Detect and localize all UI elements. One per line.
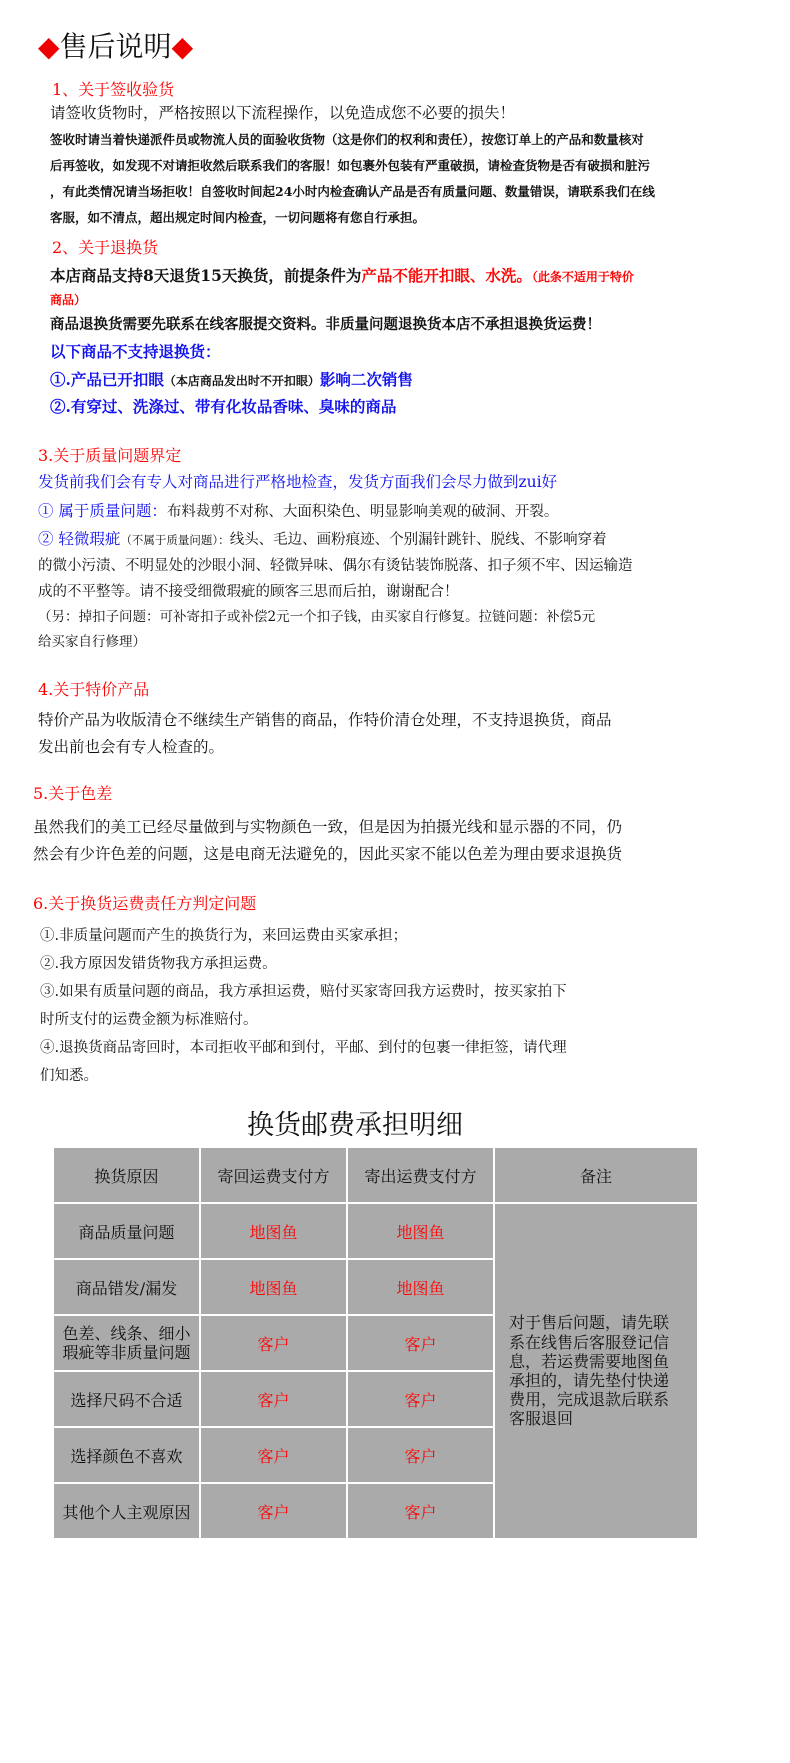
return-payer-cell: 客户 (200, 1371, 347, 1427)
header-cell: 备注 (494, 1147, 698, 1203)
table-title: 换货邮费承担明细 (247, 1110, 463, 1141)
text-note: （此条不适用于特价 (531, 270, 634, 284)
header-cell: 寄回运费支付方 (200, 1147, 347, 1203)
diamond-icon: ◆ (171, 30, 194, 63)
section-2-line: 商品退换货需要先联系在线客服提交资料。非质量问题退换货本店不承担退换货运费！ (50, 316, 601, 333)
reason-cell: 商品错发/漏发 (53, 1259, 200, 1315)
section-3-item (38, 504, 558, 520)
section-2-item (50, 372, 413, 388)
section-1-line: 签收时请当着快递派件员或物流人员的面验收货物（这是你们的权利和责任），按您订单上的产品和数量核对 (50, 132, 644, 147)
text: （不属于质量问题）： (120, 533, 230, 547)
section-1-heading: 1、关于签收验货 (52, 80, 175, 99)
section-4-heading: 4.关于特价产品 (38, 680, 150, 699)
text: 本店商品支持8天退货15天换货，前提条件为 (50, 266, 362, 285)
return-payer-cell: 客户 (200, 1427, 347, 1483)
section-2-line (50, 268, 634, 284)
section-1-line: 客服，如不清点，超出规定时间内检查，一切问题将有您自行承担。 (50, 210, 426, 225)
section-3-lead: 发货前我们会有专人对商品进行严格地检查，发货方面我们会尽力做到zui好 (38, 473, 558, 491)
diamond-icon: ◆ (38, 30, 60, 63)
table-row (53, 1203, 698, 1259)
section-5-line: 然会有少许色差的问题，这是电商无法避免的，因此买家不能以色差为理由要求退换货 (33, 845, 623, 863)
text: 布料裁剪不对称、大面积染色、明显影响美观的破洞、开裂。 (166, 504, 559, 520)
send-payer-cell: 地图鱼 (347, 1259, 494, 1315)
section-5-heading: 5.关于色差 (33, 784, 113, 803)
section-2-heading: 2、关于退换货 (52, 238, 159, 257)
text: ① 属于质量问题： (38, 502, 167, 520)
reason-cell: 其他个人主观原因 (53, 1483, 200, 1539)
section-6-line: ④.退换货商品寄回时，本司拒收平邮和到付，平邮、到付的包裹一律拒签，请代理 (40, 1040, 567, 1056)
shipping-fee-table (52, 1146, 699, 1540)
section-3-heading: 3.关于质量问题界定 (38, 446, 182, 465)
send-payer-cell: 客户 (347, 1483, 494, 1539)
reason-cell: 选择颜色不喜欢 (53, 1427, 200, 1483)
reason-cell: 色差、线条、细小瑕疵等非质量问题 (53, 1315, 200, 1371)
section-6-line: 们知悉。 (40, 1068, 98, 1084)
return-payer-cell: 客户 (200, 1483, 347, 1539)
text: 线头、毛边、画粉痕迹、个别漏针跳针、脱线、不影响穿着 (229, 532, 607, 548)
section-1-line: 后再签收，如发现不对请拒收然后联系我们的客服！如包裹外包装有严重破损，请检查货物是否有破损和脏污 (50, 158, 651, 173)
reason-cell: 商品质量问题 (53, 1203, 200, 1259)
section-3-line: 的微小污渍、不明显处的沙眼小洞、轻微异味、偶尔有烫钻装饰脱落、扣子须不牢、因运输造 (38, 558, 633, 574)
section-3-item (38, 532, 607, 548)
section-2-line: 以下商品不支持退换货： (50, 342, 221, 361)
section-6-line: ①.非质量问题而产生的换货行为，来回运费由买家承担； (40, 928, 408, 944)
section-6-heading: 6.关于换货运费责任方判定问题 (33, 894, 257, 913)
section-6-line: ③.如果有质量问题的商品，我方承担运费，赔付买家寄回我方运费时，按买家拍下 (40, 984, 567, 1000)
send-payer-cell: 客户 (347, 1315, 494, 1371)
title-text: 售后说明 (59, 30, 172, 63)
text: ①.产品已开扣眼 (50, 370, 164, 389)
section-2-note: 商品） (50, 293, 87, 307)
note-cell: 对于售后问题，请先联系在线售后客服登记信息，若运费需要地图鱼承担的，请先垫付快递费用，完成退款后联系客服退回 (494, 1203, 698, 1539)
text: ② 轻微瑕疵 (38, 530, 121, 548)
page-title (38, 30, 194, 63)
section-2-item: ②.有穿过、洗涤过、带有化妆品香味、臭味的商品 (50, 397, 397, 416)
return-payer-cell: 地图鱼 (200, 1259, 347, 1315)
reason-cell: 选择尺码不合适 (53, 1371, 200, 1427)
section-1-lead: 请签收货物时，严格按照以下流程操作，以免造成您不必要的损失！ (50, 104, 516, 122)
return-payer-cell: 地图鱼 (200, 1203, 347, 1259)
return-payer-cell: 客户 (200, 1315, 347, 1371)
header-cell: 寄出运费支付方 (347, 1147, 494, 1203)
send-payer-cell: 客户 (347, 1371, 494, 1427)
section-4-line: 特价产品为收版清仓不继续生产销售的商品，作特价清仓处理，不支持退换货，商品 (38, 711, 612, 729)
section-3-line: 成的不平整等。请不接受细微瑕疵的顾客三思而后拍，谢谢配合！ (38, 584, 459, 600)
section-1-line: ，有此类情况请当场拒收！自签收时间起24小时内检查确认产品是否有质量问题、数量错误，请联系我们在线 (50, 184, 655, 199)
section-3-note: （另：掉扣子问题：可补寄扣子或补偿2元一个扣子钱，由买家自行修复。拉链问题：补偿5元 (38, 609, 596, 625)
text: （本店商品发出时不开扣眼） (163, 374, 320, 388)
section-6-line: 时所支付的运费金额为标准赔付。 (40, 1012, 258, 1028)
section-4-line: 发出前也会有专人检查的。 (38, 738, 225, 756)
text: 影响二次销售 (319, 370, 413, 389)
section-6-line: ②.我方原因发错货物我方承担运费。 (40, 956, 277, 972)
section-3-note: 给买家自行修理） (38, 634, 146, 650)
section-5-line: 虽然我们的美工已经尽量做到与实物颜色一致，但是因为拍摄光线和显示器的不同，仍 (33, 818, 623, 836)
table-header-row (53, 1147, 698, 1203)
header-cell: 换货原因 (53, 1147, 200, 1203)
text-highlight: 产品不能开扣眼、水洗。 (361, 266, 532, 285)
send-payer-cell: 地图鱼 (347, 1203, 494, 1259)
send-payer-cell: 客户 (347, 1427, 494, 1483)
